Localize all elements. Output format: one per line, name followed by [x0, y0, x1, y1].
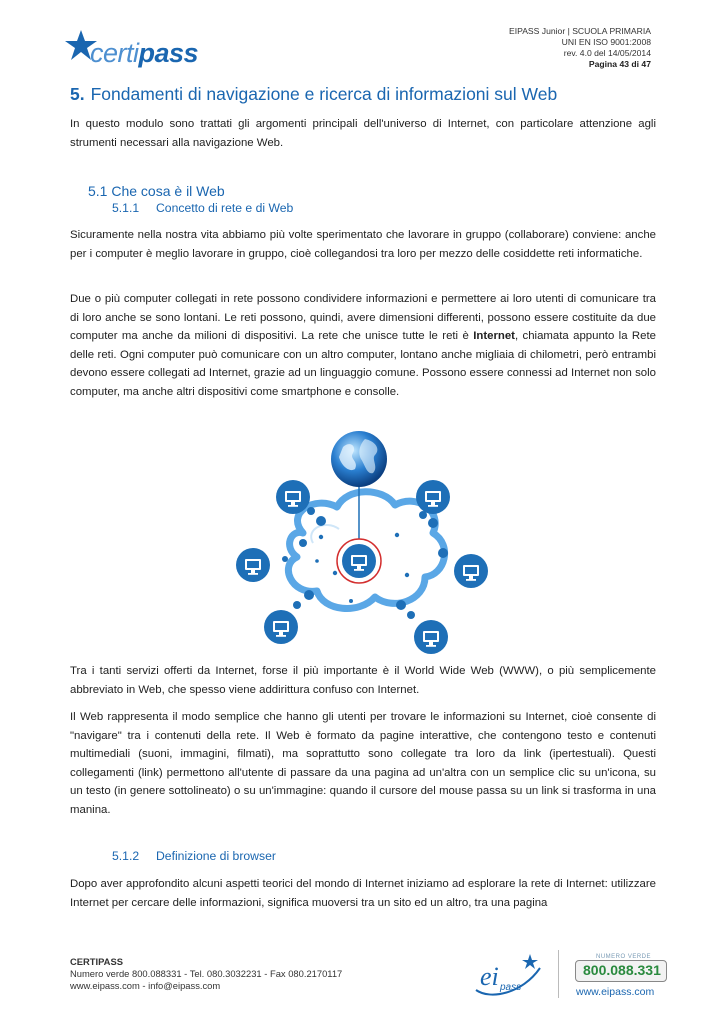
- paragraph-1: Sicuramente nella nostra vita abbiamo più volte sperimentato che lavorare in gruppo (collaborare) conviene: anche per i computer è meglio lavorare in gruppo, cioè collegandosi tra loro per mezzo delle cosiddette reti informatiche.: [70, 229, 656, 260]
- doc-line-2: UNI EN ISO 9001:2008: [561, 37, 651, 47]
- computer-node-top-right: [416, 480, 450, 514]
- eipass-logo: [470, 950, 546, 1002]
- subsection-title: Concetto di rete e di Web: [156, 201, 294, 215]
- footer-phone-line: Numero verde 800.088331 - Tel. 080.3032231 - Fax 080.2170117: [70, 968, 343, 979]
- section-number: 5.1: [88, 183, 108, 199]
- paragraph-2-part-a: Due o più computer collegati in rete possono condividere informazioni e permettere ai loro utenti di comunicare tra di loro anche se sono lontani. Le reti possono, quindi, avere dimensioni differenti, possono essere costituite da due computer ma anche da milioni di dispositivi. La rete che unisce tutte le reti è: [70, 293, 656, 342]
- internet-bold: Internet: [473, 330, 515, 342]
- footer-company: CERTIPASS: [70, 956, 123, 967]
- section-heading: [88, 183, 225, 199]
- hub-computer: [337, 539, 381, 583]
- doc-line-3: rev. 4.0 del 14/05/2014: [563, 48, 651, 58]
- subsection-2-title: Definizione di browser: [156, 849, 276, 863]
- subsection-heading-2: [112, 849, 276, 863]
- paragraph-5: Dopo aver approfondito alcuni aspetti teorici del mondo di Internet iniziamo ad esplorare la rete di Internet: utilizzare Internet per cercare delle informazioni, significa muoversi tra un sito ed un altro, tra una pagina: [70, 878, 656, 909]
- subsection-2-number: 5.1.2: [112, 849, 140, 863]
- pass-text: pass: [500, 982, 522, 993]
- footer-divider: [558, 950, 559, 998]
- subsection-heading: [112, 201, 293, 215]
- chapter-title: [70, 84, 557, 105]
- globe-icon: [331, 431, 387, 487]
- logo-part-2: pass: [138, 38, 199, 68]
- numero-verde-number: 800.088.331: [583, 962, 661, 978]
- computer-node-left: [236, 548, 270, 582]
- footer-contacts: [70, 956, 342, 992]
- paragraph-2-part-b: , chiamata appunto la Rete delle reti. Ogni computer può comunicare con un altro computer, lontano anche migliaia di chilometri, però entrambi devono essere collegati ad Internet, grazie ad un linguaggio comune. Possono essere connessi ad Internet non solo computer, ma anche altri dispositivi come smartphone e consolle.: [70, 330, 656, 398]
- paragraph-4: Il Web rappresenta il modo semplice che hanno gli utenti per trovare le informazioni su Internet, cioè consente di "navigare" tra i contenuti della rete. Il Web è formato da pagine interattive, che contengono testo e contenuti multimediali (suoni, immagini, filmati), ma soprattutto sono collegate tra loro da link (ipertestuali). Questi collegamenti (link) permettono all'utente di passare da una pagina ad un'altra con un semplice clic su un'icona, su un testo (in genere sottolineato) o su un'immagine: quando il cursore del mouse passa su un link si trasforma in una manina.: [70, 711, 656, 816]
- logo-wordmark: [90, 38, 198, 69]
- intro-paragraph: In questo modulo sono trattati gli argomenti principali dell'universo di Internet, con particolare attenzione agli strumenti necessari alla navigazione Web.: [70, 118, 656, 149]
- logo-part-1: certi: [90, 38, 139, 68]
- paragraph-3: Tra i tanti servizi offerti da Internet, forse il più importante è il World Wide Web (WWW), o più semplicemente abbreviato in Web, che spesso viene addirittura confuso con Internet.: [70, 665, 656, 696]
- page-number: Pagina 43 di 47: [588, 59, 651, 69]
- doc-line-1: EIPASS Junior | SCUOLA PRIMARIA: [508, 26, 651, 36]
- paragraph-2: [70, 290, 656, 401]
- computer-node-top-left: [276, 480, 310, 514]
- computer-node-right: [454, 554, 488, 588]
- computer-node-bottom-right: [414, 620, 448, 654]
- chapter-number: 5.: [70, 84, 85, 104]
- footer-web-line: www.eipass.com - info@eipass.com: [70, 980, 221, 991]
- footer-website[interactable]: www.eipass.com: [576, 986, 655, 998]
- document-info: [509, 26, 651, 70]
- section-title: Che cosa è il Web: [111, 183, 225, 199]
- numero-verde-label: NUMERO VERDE: [596, 954, 652, 960]
- chapter-title-text: Fondamenti di navigazione e ricerca di informazioni sul Web: [90, 84, 558, 104]
- certipass-logo: [64, 24, 204, 74]
- subsection-number: 5.1.1: [112, 201, 140, 215]
- computer-node-bottom-left: [264, 610, 298, 644]
- network-diagram: [225, 425, 495, 655]
- ei-text: ei: [480, 962, 499, 991]
